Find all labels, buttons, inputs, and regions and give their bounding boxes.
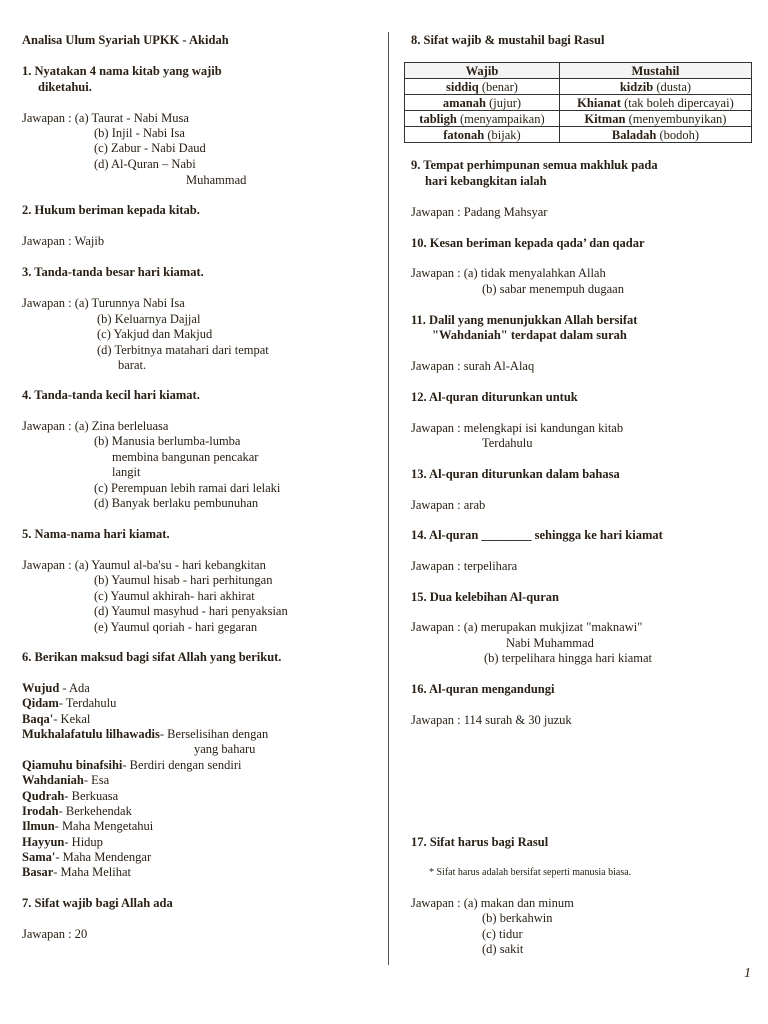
mustahil-cell: kidzib (dusta) [559,79,751,95]
question-17: 17. Sifat harus bagi Rasul [411,835,549,849]
wajib-cell: fatonah (bijak) [405,127,560,143]
table-row [405,111,752,127]
answer-line: Jawapan : (a) merupakan mukjizat "maknawi" [411,620,643,634]
answer-line: (b) terpelihara hingga hari kiamat [484,651,652,665]
wajib-cell: amanah (jujur) [405,95,560,111]
sifat-item: Qiamuhu binafsihi- Berdiri dengan sendiri [22,758,242,772]
sifat-item: yang baharu [194,742,256,756]
answer-line: (b) Injil - Nabi Isa [94,126,185,140]
answer-line: Jawapan : Padang Mahsyar [411,205,548,219]
sifat-rasul-table [404,62,752,143]
column-divider [388,32,389,965]
question-10: 10. Kesan beriman kepada qada’ dan qadar [411,236,645,250]
answer-line: (d) Yaumul masyhud - hari penyaksian [94,604,288,618]
answer-line: (c) Perempuan lebih ramai dari lelaki [94,481,281,495]
answer-line: (b) sabar menempuh dugaan [482,282,624,296]
answer-line: Terdahulu [482,436,533,450]
sifat-item: Ilmun- Maha Mengetahui [22,819,154,833]
answer-line: (e) Yaumul qoriah - hari gegaran [94,620,258,634]
table-header-row [405,63,752,79]
question-8: 8. Sifat wajib & mustahil bagi Rasul [411,33,605,47]
answer-line: (d) Al-Quran – Nabi [94,157,196,171]
sifat-item: Wujud - Ada [22,681,90,695]
question-12: 12. Al-quran diturunkan untuk [411,390,578,404]
document-title: Analisa Ulum Syariah UPKK - Akidah [22,33,229,47]
answer-line: Nabi Muhammad [506,636,594,650]
table-row [405,79,752,95]
question-7: 7. Sifat wajib bagi Allah ada [22,896,173,910]
question-4: 4. Tanda-tanda kecil hari kiamat. [22,388,200,402]
question-2: 2. Hukum beriman kepada kitab. [22,203,200,217]
answer-line: (c) tidur [482,927,523,941]
answer-line: (d) sakit [482,942,524,956]
answer-line: Jawapan : Wajib [22,234,105,248]
answer-line: (b) Manusia berlumba-lumba [94,434,241,448]
sifat-item: Mukhalafatulu lilhawadis- Berselisihan dengan [22,727,269,741]
sifat-item: Irodah- Berkehendak [22,804,132,818]
answer-line: Jawapan : (a) makan dan minum [411,896,574,910]
mustahil-cell: Kitman (menyembunyikan) [559,111,751,127]
answer-line: Jawapan : (a) Yaumul al-ba'su - hari kebangkitan [22,558,266,572]
answer-line: (b) Keluarnya Dajjal [97,312,201,326]
answer-line: Jawapan : arab [411,498,486,512]
question-15: 15. Dua kelebihan Al-quran [411,590,559,604]
sifat-item: Basar- Maha Melihat [22,865,132,879]
header-wajib: Wajib [405,63,560,79]
answer-line: (b) Yaumul hisab - hari perhitungan [94,573,273,587]
sifat-item: Baqa'- Kekal [22,712,91,726]
answer-line: Jawapan : (a) Zina berleluasa [22,419,169,433]
question-11: 11. Dalil yang menunjukkan Allah bersifat [411,313,638,327]
answer-line: Jawapan : (a) tidak menyalahkan Allah [411,266,606,280]
question-11-cont: "Wahdaniah" terdapat dalam surah [432,328,627,342]
answer-line: langit [112,465,141,479]
question-1-cont: diketahui. [38,80,92,94]
question-1: 1. Nyatakan 4 nama kitab yang wajib [22,64,222,78]
question-9: 9. Tempat perhimpunan semua makhluk pada [411,158,658,172]
question-6: 6. Berikan maksud bagi sifat Allah yang berikut. [22,650,282,664]
question-3: 3. Tanda-tanda besar hari kiamat. [22,265,204,279]
note-text: * Sifat harus adalah bersifat seperti manusia biasa. [429,867,632,878]
answer-line: Jawapan : surah Al-Alaq [411,359,535,373]
answer-line: (c) Yaumul akhirah- hari akhirat [94,589,255,603]
answer-line: Jawapan : 20 [22,927,88,941]
mustahil-cell: Khianat (tak boleh dipercayai) [559,95,751,111]
question-13: 13. Al-quran diturunkan dalam bahasa [411,467,620,481]
answer-line: Jawapan : melengkapi isi kandungan kitab [411,421,624,435]
sifat-item: Wahdaniah- Esa [22,773,110,787]
answer-line: barat. [118,358,147,372]
header-mustahil: Mustahil [559,63,751,79]
answer-line: Jawapan : (a) Turunnya Nabi Isa [22,296,185,310]
answer-line: Jawapan : 114 surah & 30 juzuk [411,713,572,727]
sifat-item: Sama'- Maha Mendengar [22,850,152,864]
page-number: 1 [744,966,751,981]
answer-line: (d) Banyak berlaku pembunuhan [94,496,259,510]
table-row [405,95,752,111]
answer-line: Muhammad [186,173,247,187]
sifat-item: Qidam- Terdahulu [22,696,117,710]
answer-line: (c) Yakjud dan Makjud [97,327,213,341]
answer-line: membina bangunan pencakar [112,450,259,464]
answer-line: Jawapan : (a) Taurat - Nabi Musa [22,111,189,125]
question-5: 5. Nama-nama hari kiamat. [22,527,170,541]
table-row [405,127,752,143]
question-16: 16. Al-quran mengandungi [411,682,555,696]
question-9-cont: hari kebangkitan ialah [425,174,547,188]
sifat-item: Qudrah- Berkuasa [22,789,119,803]
answer-line: Jawapan : terpelihara [411,559,518,573]
answer-line: (b) berkahwin [482,911,553,925]
sifat-item: Hayyun- Hidup [22,835,103,849]
answer-line: (d) Terbitnya matahari dari tempat [97,343,269,357]
mustahil-cell: Baladah (bodoh) [559,127,751,143]
wajib-cell: siddiq (benar) [405,79,560,95]
wajib-cell: tabligh (menyampaikan) [405,111,560,127]
answer-line: (c) Zabur - Nabi Daud [94,141,206,155]
question-14: 14. Al-quran ________ sehingga ke hari kiamat [411,528,663,542]
